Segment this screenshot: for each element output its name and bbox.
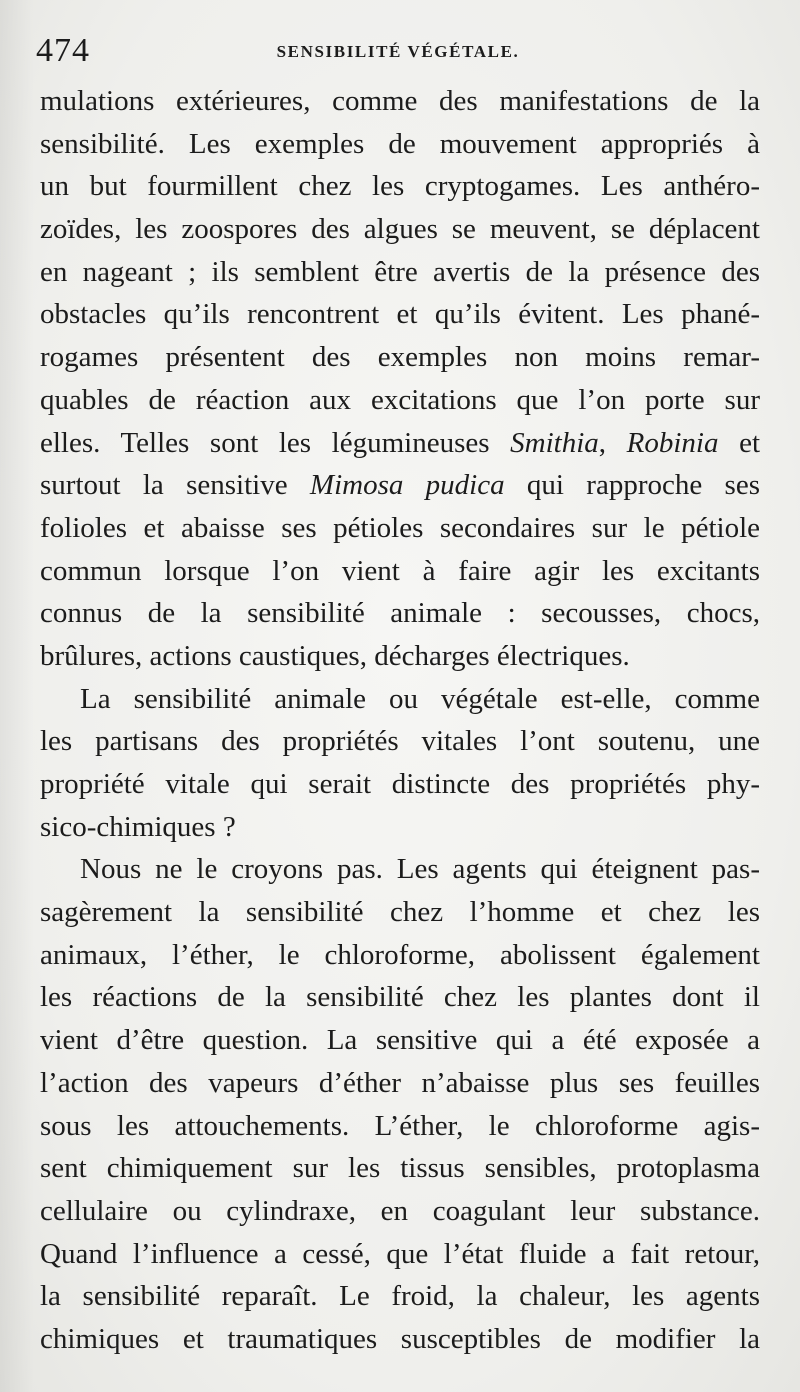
text-line (40, 507, 760, 550)
italic-term: Smithia (510, 426, 599, 459)
text-segment: les réactions de la sensibilité chez les plantes dont il (40, 981, 760, 1014)
page-header (36, 30, 760, 74)
text-segment: animaux, l’éther, le chloroforme, abolissent également (40, 938, 760, 971)
text-segment: surtout la sensitive (40, 469, 310, 502)
text-segment: mulations extérieures, comme des manifestations de la (40, 85, 760, 117)
text-line (40, 1233, 760, 1276)
text-segment: sico-chimiques ? (40, 810, 236, 843)
text-line (40, 891, 760, 934)
text-segment: rogames présentent des exemples non moins remar- (40, 341, 760, 374)
text-segment: vient d’être question. La sensitive qui a été exposée a (40, 1024, 760, 1057)
text-line (40, 934, 760, 977)
text-line (40, 720, 760, 763)
text-line (40, 464, 760, 507)
text-line (40, 678, 760, 721)
text-line (40, 165, 760, 208)
text-segment: commun lorsque l’on vient à faire agir les excitants (40, 554, 760, 587)
text-segment: un but fourmillent chez les cryptogames. Les anthéro- (40, 170, 760, 203)
text-line (40, 1275, 760, 1318)
text-line (40, 1105, 760, 1148)
text-line (40, 592, 760, 635)
text-line (40, 763, 760, 806)
text-segment: Quand l’influence a cessé, que l’état fluide a fait retour, (40, 1237, 760, 1270)
text-segment: zoïdes, les zoospores des algues se meuvent, se déplacent (40, 213, 760, 246)
text-segment: sent chimiquement sur les tissus sensibles, protoplasma (40, 1152, 760, 1185)
text-segment: brûlures, actions caustiques, décharges électriques. (40, 639, 630, 672)
text-segment: , (598, 426, 627, 459)
text-line (40, 1318, 760, 1361)
text-segment: sous les attouchements. L’éther, le chloroforme agis- (40, 1109, 760, 1142)
text-line (40, 379, 760, 422)
text-line (40, 635, 760, 678)
text-segment: propriété vitale qui serait distincte des propriétés phy- (40, 768, 760, 800)
text-segment: cellulaire ou cylindraxe, en coagulant leur substance. (40, 1194, 760, 1227)
text-line (40, 208, 760, 251)
text-line (40, 251, 760, 294)
text-line (40, 1190, 760, 1233)
text-line (40, 336, 760, 379)
text-segment: et (718, 426, 761, 459)
text-line (40, 123, 760, 166)
text-line (40, 976, 760, 1019)
text-line (40, 1147, 760, 1190)
body-text (40, 80, 760, 1361)
italic-term: Mimosa pudica (309, 469, 505, 502)
text-line (40, 1019, 760, 1062)
text-segment: l’action des vapeurs d’éther n’abaisse plus ses feuilles (40, 1066, 760, 1099)
text-segment: qui rapproche ses (504, 469, 760, 502)
running-title: SENSIBILITÉ VÉGÉTALE. (276, 42, 520, 61)
text-segment: la sensibilité reparaît. Le froid, la chaleur, les agents (40, 1280, 760, 1313)
text-segment: La sensibilité animale ou végétale est-elle, comme (80, 682, 760, 715)
text-segment: sensibilité. Les exemples de mouvement appropriés à (40, 127, 760, 160)
text-segment: connus de la sensibilité animale : secousses, chocs, (40, 597, 760, 630)
text-segment: les partisans des propriétés vitales l’ont soutenu, une (40, 725, 760, 758)
text-segment: quables de réaction aux excitations que l’on porte sur (40, 383, 760, 416)
italic-term: Robinia (626, 426, 719, 459)
text-segment: chimiques et traumatiques susceptibles de modifier la (40, 1322, 760, 1355)
text-segment: Nous ne le croyons pas. Les agents qui éteignent pas- (80, 853, 760, 886)
text-segment: obstacles qu’ils rencontrent et qu’ils évitent. Les phané- (40, 298, 760, 331)
text-line (40, 80, 760, 123)
text-segment: sagèrement la sensibilité chez l’homme et chez les (40, 896, 760, 929)
text-line (40, 422, 760, 465)
text-segment: en nageant ; ils semblent être avertis de la présence des (40, 255, 760, 288)
text-line (40, 848, 760, 891)
text-line (40, 293, 760, 336)
text-line (40, 550, 760, 593)
text-line (40, 1062, 760, 1105)
text-segment: elles. Telles sont les légumineuses (40, 426, 511, 459)
text-segment: folioles et abaisse ses pétioles secondaires sur le pétiole (40, 511, 760, 544)
page-number: 474 (36, 32, 90, 69)
text-line (40, 806, 760, 849)
